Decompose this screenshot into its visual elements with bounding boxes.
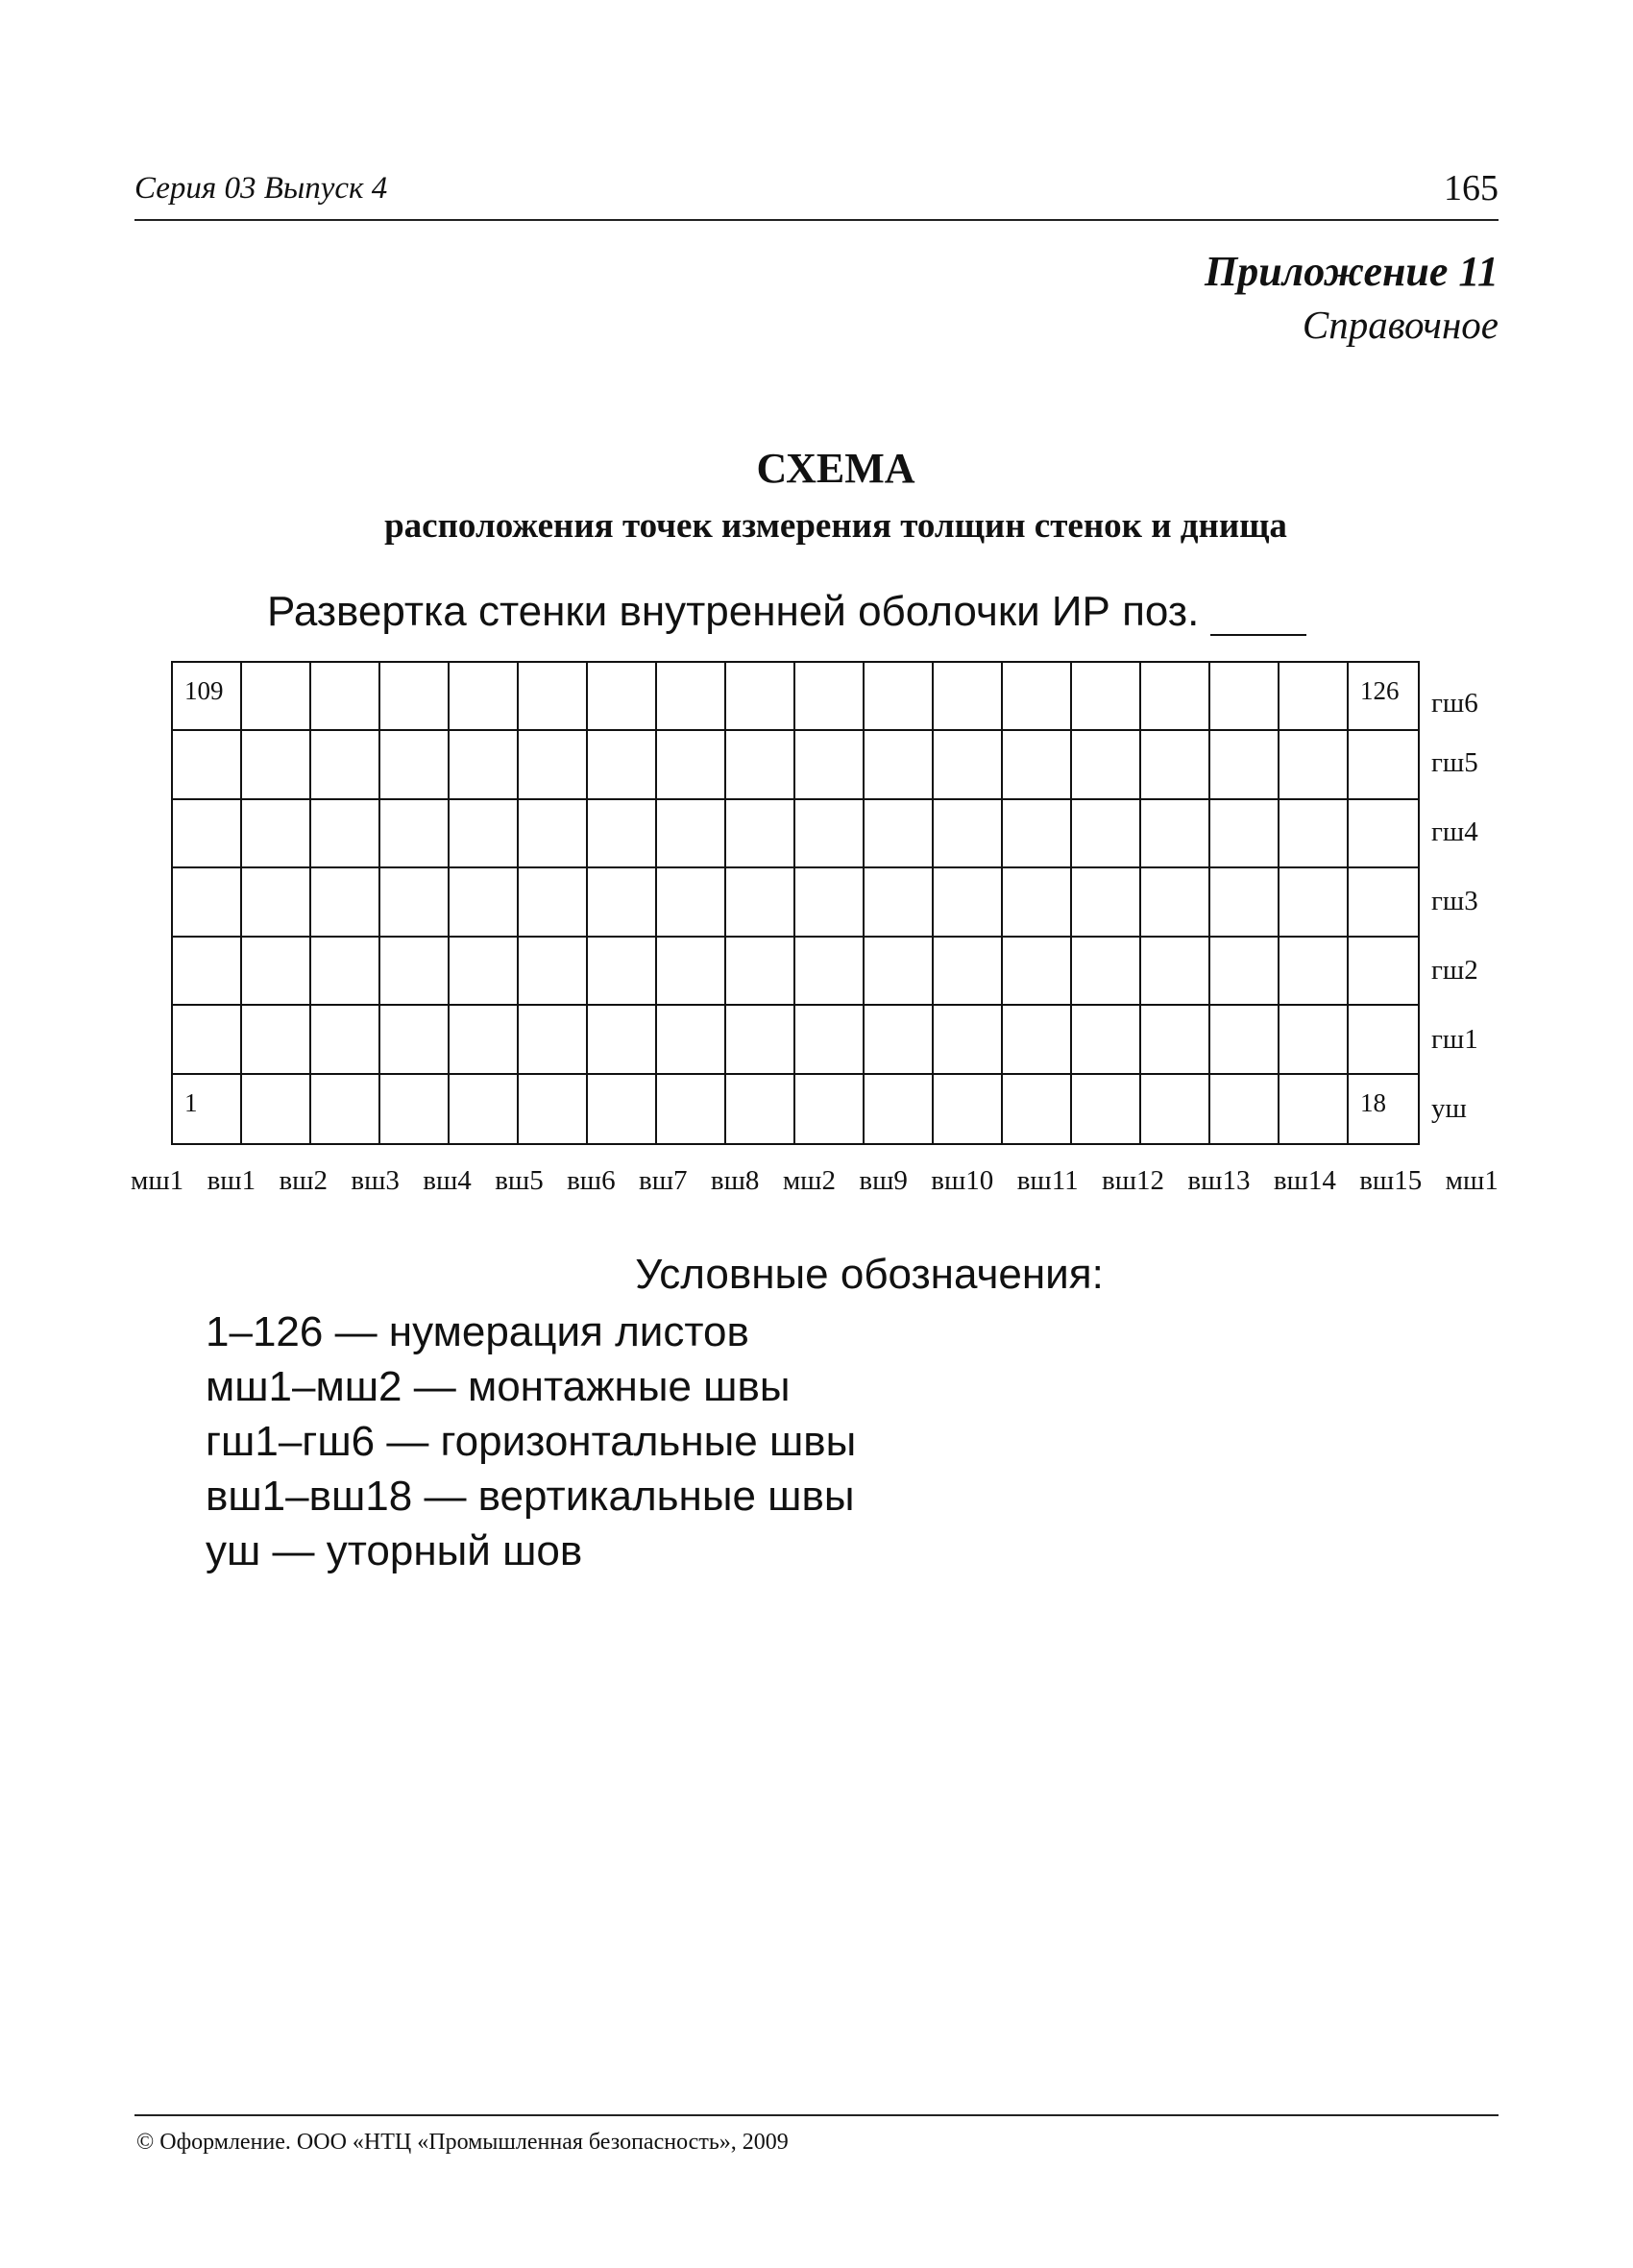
grid-cell <box>657 1006 726 1074</box>
grid-cell <box>311 663 380 731</box>
legend-item: гш1–гш6 — горизонтальные швы <box>206 1418 857 1465</box>
grid-cell <box>1349 800 1418 868</box>
grid-cell <box>380 1006 450 1074</box>
grid-cell <box>795 938 865 1006</box>
grid-cell <box>380 663 450 731</box>
footer-copyright: © Оформление. ООО «НТЦ «Промышленная безопасность», 2009 <box>136 2130 789 2155</box>
grid-cell <box>1280 1075 1349 1143</box>
grid-cell <box>450 800 519 868</box>
grid-cell <box>519 1075 588 1143</box>
grid-cell <box>934 800 1003 868</box>
grid-cell <box>1349 663 1418 731</box>
grid-cell <box>1072 663 1141 731</box>
sheet-number: 18 <box>1360 1087 1386 1117</box>
running-header <box>134 163 1499 221</box>
grid-cell <box>934 938 1003 1006</box>
grid-cell <box>380 800 450 868</box>
grid-cell <box>865 938 934 1006</box>
grid-cell <box>1210 731 1280 799</box>
grid-cell <box>380 868 450 937</box>
grid-cell <box>726 663 795 731</box>
legend-title: Условные обозначения: <box>635 1251 1104 1298</box>
vertical-seam-label: вш9 <box>859 1165 908 1196</box>
grid-cell <box>450 938 519 1006</box>
grid-cell <box>450 663 519 731</box>
grid-cell <box>519 731 588 799</box>
vertical-seam-label: мш1 <box>131 1165 184 1196</box>
grid-cell <box>519 868 588 937</box>
grid-cell <box>726 868 795 937</box>
vertical-seam-label: вш1 <box>207 1165 256 1196</box>
horizontal-seam-label: гш1 <box>1431 1024 1478 1055</box>
grid-cell <box>726 800 795 868</box>
grid-cell <box>1141 731 1210 799</box>
grid-cell <box>657 663 726 731</box>
grid-cell <box>1072 1006 1141 1074</box>
sheet-number: 126 <box>1360 676 1400 705</box>
grid-cell <box>795 731 865 799</box>
grid-cell <box>726 938 795 1006</box>
document-subtitle: расположения точек измерения толщин стенок и днища <box>384 506 1287 546</box>
grid-cell <box>795 800 865 868</box>
grid-cell <box>1349 1006 1418 1074</box>
vertical-seam-label: вш12 <box>1102 1165 1165 1196</box>
grid-cell <box>1003 800 1072 868</box>
grid-cell <box>1280 731 1349 799</box>
grid-cell <box>934 663 1003 731</box>
grid-cell <box>519 800 588 868</box>
grid-cell <box>311 800 380 868</box>
vertical-seam-label: вш15 <box>1359 1165 1423 1196</box>
grid-cell <box>519 1006 588 1074</box>
grid-cell <box>657 1075 726 1143</box>
grid-cell <box>1210 868 1280 937</box>
horizontal-seam-label: гш5 <box>1431 747 1478 778</box>
grid-cell <box>1280 938 1349 1006</box>
horizontal-seam-label: гш3 <box>1431 886 1478 916</box>
grid-cell <box>865 731 934 799</box>
grid-cell <box>726 731 795 799</box>
grid-cell <box>450 1075 519 1143</box>
grid-cell <box>311 938 380 1006</box>
grid-cell <box>1072 868 1141 937</box>
page-number: 165 <box>1444 168 1499 208</box>
appendix-number: Приложение 11 <box>1204 248 1499 295</box>
horizontal-seam-label: гш6 <box>1431 688 1478 719</box>
grid-cell <box>450 868 519 937</box>
vertical-seam-label: вш4 <box>423 1165 472 1196</box>
grid-cell <box>1210 663 1280 731</box>
vertical-seam-label: вш8 <box>710 1165 760 1196</box>
grid-cell <box>173 1006 242 1074</box>
grid-cell <box>1141 1006 1210 1074</box>
grid-cell <box>242 868 311 937</box>
grid-cell <box>1349 868 1418 937</box>
vertical-seam-label: мш1 <box>1445 1165 1499 1196</box>
footer <box>134 2114 1499 2155</box>
grid-cell <box>588 938 657 1006</box>
grid-cell <box>173 938 242 1006</box>
grid-cell <box>1210 1075 1280 1143</box>
grid-cell <box>519 663 588 731</box>
legend-item: 1–126 — нумерация листов <box>206 1308 749 1355</box>
grid-cell <box>1349 731 1418 799</box>
grid-cell <box>311 1075 380 1143</box>
document-title: СХЕМА <box>756 445 915 492</box>
grid-cell <box>1072 800 1141 868</box>
grid-cell <box>588 800 657 868</box>
grid-cell <box>865 800 934 868</box>
grid-cell <box>242 1006 311 1074</box>
series-label: Серия 03 Выпуск 4 <box>134 171 388 206</box>
grid-cell <box>657 731 726 799</box>
grid-cell <box>519 938 588 1006</box>
vertical-seam-label: вш14 <box>1273 1165 1336 1196</box>
grid-cell <box>1210 1006 1280 1074</box>
grid-cell <box>1210 938 1280 1006</box>
grid-cell <box>1280 800 1349 868</box>
grid-cell <box>1003 663 1072 731</box>
grid-cell <box>657 938 726 1006</box>
vertical-seam-labels <box>131 1165 1499 1197</box>
grid-cell <box>934 1075 1003 1143</box>
legend-item: вш1–вш18 — вертикальные швы <box>206 1473 855 1520</box>
grid-cell <box>588 663 657 731</box>
grid-cell <box>588 731 657 799</box>
grid-cell <box>588 868 657 937</box>
grid-cell <box>380 731 450 799</box>
grid-cell <box>1003 731 1072 799</box>
grid-cell <box>795 868 865 937</box>
grid-cell <box>1141 868 1210 937</box>
grid-cell <box>795 1006 865 1074</box>
grid-cell <box>1210 800 1280 868</box>
vertical-seam-label: вш10 <box>931 1165 994 1196</box>
grid-cell <box>657 868 726 937</box>
grid-cell <box>1003 1006 1072 1074</box>
grid-cell <box>865 868 934 937</box>
grid-cell <box>173 663 242 731</box>
grid-cell <box>1141 938 1210 1006</box>
legend-item: мш1–мш2 — монтажные швы <box>206 1363 791 1410</box>
grid-cell <box>795 1075 865 1143</box>
grid-cell <box>311 1006 380 1074</box>
grid-cell <box>173 868 242 937</box>
scheme-caption <box>267 588 1306 636</box>
grid-cell <box>242 663 311 731</box>
grid-cell <box>242 938 311 1006</box>
horizontal-seam-label: гш2 <box>1431 955 1478 986</box>
grid-cell <box>242 731 311 799</box>
sheet-number: 1 <box>184 1087 198 1117</box>
grid-cell <box>173 1075 242 1143</box>
scheme-caption-text: Развертка стенки внутренней оболочки ИР поз. <box>267 588 1200 635</box>
grid-cell <box>1141 1075 1210 1143</box>
grid-cell <box>1141 663 1210 731</box>
horizontal-seam-label: уш <box>1431 1093 1467 1124</box>
vertical-seam-label: вш7 <box>639 1165 688 1196</box>
sheet-number: 109 <box>184 676 224 705</box>
grid-cell <box>380 1075 450 1143</box>
horizontal-seam-label: гш4 <box>1431 817 1478 847</box>
wall-development-grid <box>171 661 1420 1145</box>
legend-item: уш — уторный шов <box>206 1527 583 1574</box>
grid-cell <box>865 1006 934 1074</box>
appendix-type: Справочное <box>1302 303 1499 347</box>
grid-cell <box>865 663 934 731</box>
grid-cell <box>173 731 242 799</box>
grid-cell <box>450 731 519 799</box>
vertical-seam-label: вш13 <box>1187 1165 1251 1196</box>
grid-cell <box>1141 800 1210 868</box>
vertical-seam-label: вш5 <box>495 1165 544 1196</box>
grid-cell <box>1349 938 1418 1006</box>
grid-cell <box>242 1075 311 1143</box>
grid-cell <box>588 1075 657 1143</box>
vertical-seam-label: вш11 <box>1016 1165 1079 1196</box>
appendix-block <box>1205 246 1499 352</box>
grid-cell <box>588 1006 657 1074</box>
grid-cell <box>311 868 380 937</box>
grid-cell <box>1072 731 1141 799</box>
grid-cell <box>726 1075 795 1143</box>
grid-cell <box>1072 1075 1141 1143</box>
grid-cell <box>1280 663 1349 731</box>
grid-cell <box>242 800 311 868</box>
grid-cell <box>795 663 865 731</box>
grid-cell <box>1349 1075 1418 1143</box>
grid-cell <box>1003 1075 1072 1143</box>
grid-cell <box>1280 1006 1349 1074</box>
grid-cell <box>1280 868 1349 937</box>
vertical-seam-label: вш6 <box>567 1165 616 1196</box>
grid-cell <box>934 868 1003 937</box>
grid-cell <box>934 731 1003 799</box>
grid-cell <box>934 1006 1003 1074</box>
position-blank-field <box>1210 597 1306 636</box>
grid-cell <box>726 1006 795 1074</box>
grid-cell <box>865 1075 934 1143</box>
horizontal-seam-labels <box>1431 661 1518 1145</box>
grid-cell <box>1072 938 1141 1006</box>
grid-cell <box>1003 868 1072 937</box>
grid-cell <box>173 800 242 868</box>
vertical-seam-label: вш2 <box>279 1165 328 1196</box>
vertical-seam-label: мш2 <box>782 1165 836 1196</box>
vertical-seam-label: вш3 <box>351 1165 400 1196</box>
grid-cell <box>311 731 380 799</box>
grid-cell <box>657 800 726 868</box>
grid-cell <box>1003 938 1072 1006</box>
grid-cell <box>380 938 450 1006</box>
grid-cell <box>450 1006 519 1074</box>
legend-list <box>206 1305 856 1578</box>
